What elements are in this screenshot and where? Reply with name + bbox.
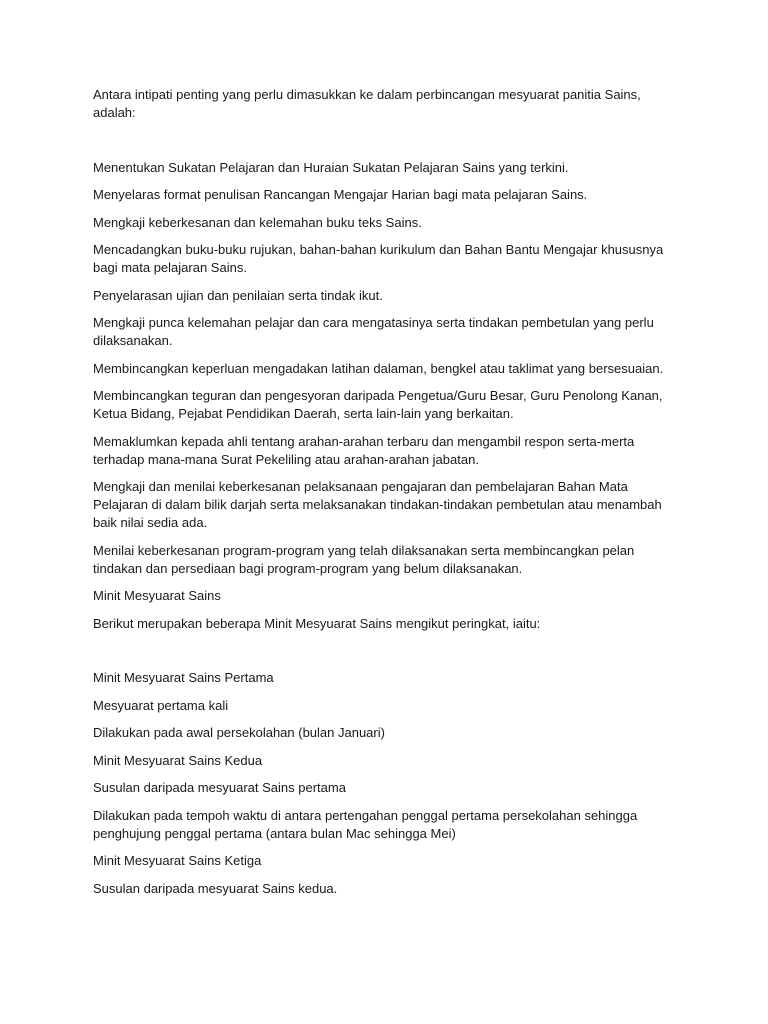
list-item: Membincangkan teguran dan pengesyoran daripada Pengetua/Guru Besar, Guru Penolong Kanan, Ketua Bidang, Pejabat Pendidikan Daerah, serta lain-lain yang berkaitan. — [93, 388, 663, 421]
minutes-item: Minit Mesyuarat Sains Kedua — [93, 752, 263, 768]
list-item: Mencadangkan buku-buku rujukan, bahan-bahan kurikulum dan Bahan Bantu Mengajar khususnya bagi mata pelajaran Sains. — [93, 242, 664, 275]
minutes-item: Susulan daripada mesyuarat Sains kedua. — [93, 880, 338, 896]
section-heading: Minit Mesyuarat Sains — [93, 588, 221, 603]
list-item: Memaklumkan kepada ahli tentang arahan-arahan terbaru dan mengambil respon serta-merta terhadap mana-mana Surat Pekeliling atau arahan-arahan jabatan. — [93, 433, 635, 467]
list-item: Mengkaji punca kelemahan pelajar dan cara mengatasinya serta tindakan pembetulan yang perlu dilaksanakan. — [93, 315, 654, 348]
document-body — [93, 86, 673, 907]
list-item: Menilai keberkesanan program-program yang telah dilaksanakan serta membincangkan pelan tindakan dan persediaan bagi program-program yang belum dilaksanakan. — [93, 542, 635, 576]
section-intro: Berikut merupakan beberapa Minit Mesyuarat Sains mengikut peringkat, iaitu: — [93, 615, 541, 631]
blank-line — [93, 132, 673, 159]
minutes-item: Susulan daripada mesyuarat Sains pertama — [93, 780, 346, 795]
minutes-item: Minit Mesyuarat Sains Ketiga — [93, 853, 262, 868]
minutes-item: Mesyuarat pertama kali — [93, 697, 229, 713]
list-item: Mengkaji dan menilai keberkesanan pelaksanaan pengajaran dan pembelajaran Bahan Mata Pelajaran di dalam bilik darjah serta melaksanakan tindakan-tindakan pembetulan atau menambah baik nilai sedia ada. — [93, 479, 662, 530]
list-item: Membincangkan keperluan mengadakan latihan dalaman, bengkel atau taklimat yang bersesuaian. — [93, 360, 664, 376]
list-item: Mengkaji keberkesanan dan kelemahan buku teks Sains. — [93, 214, 422, 230]
minutes-item: Minit Mesyuarat Sains Pertama — [93, 670, 274, 685]
list-item: Penyelarasan ujian dan penilaian serta tindak ikut. — [93, 287, 383, 303]
list-item: Menyelaras format penulisan Rancangan Mengajar Harian bagi mata pelajaran Sains. — [93, 187, 588, 202]
list-item: Menentukan Sukatan Pelajaran dan Huraian Sukatan Pelajaran Sains yang terkini. — [93, 159, 569, 175]
blank-line — [93, 642, 673, 669]
minutes-item: Dilakukan pada tempoh waktu di antara pertengahan penggal pertama persekolahan sehingga penghujung penggal pertama (antara bulan Mac sehingga Mei) — [93, 807, 638, 841]
intro-paragraph: Antara intipati penting yang perlu dimasukkan ke dalam perbincangan mesyuarat panitia Sains, adalah: — [93, 87, 641, 120]
minutes-item: Dilakukan pada awal persekolahan (bulan Januari) — [93, 725, 385, 740]
